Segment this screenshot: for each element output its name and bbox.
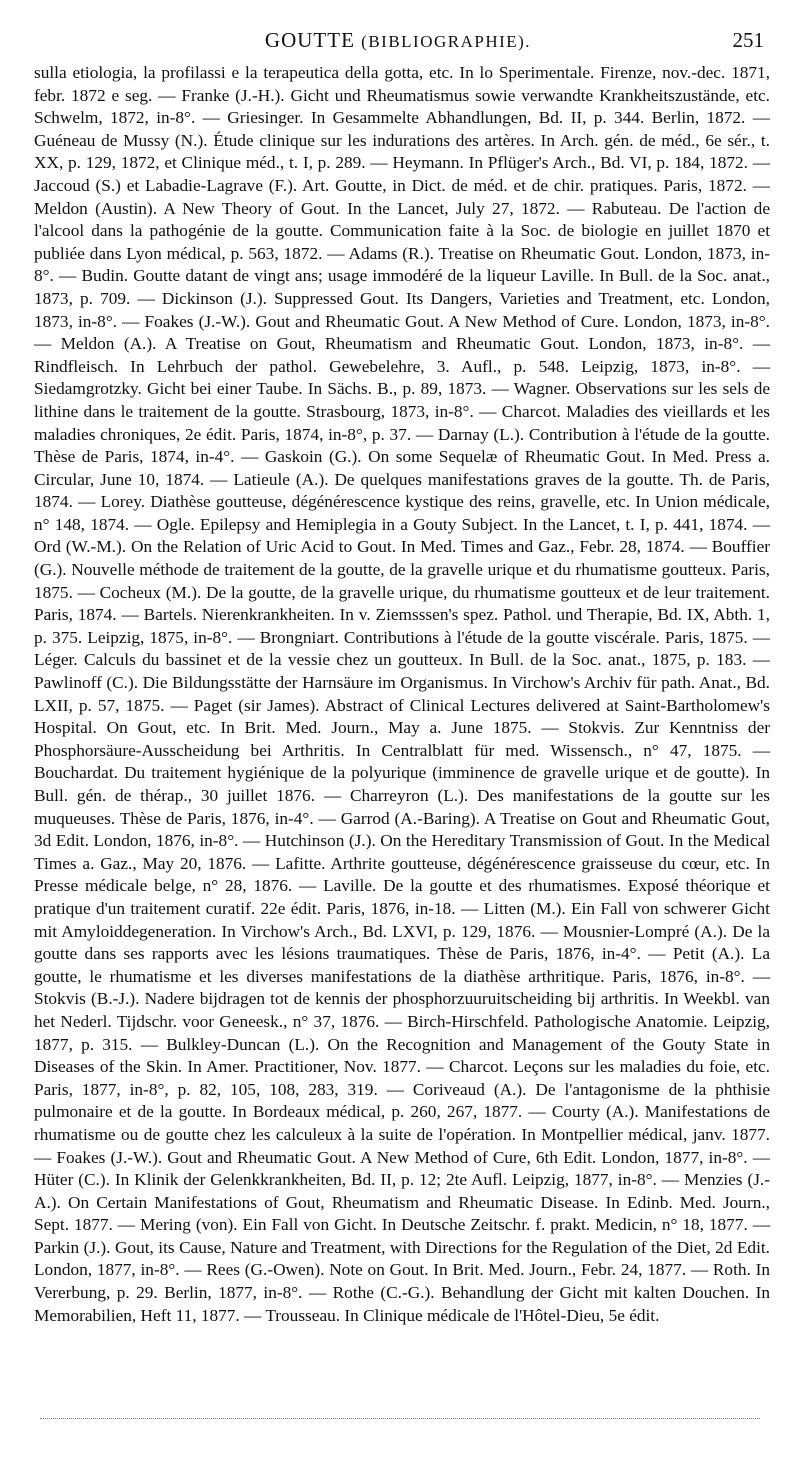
page-number: 251 bbox=[732, 28, 764, 52]
footer-dotted-rule bbox=[40, 1418, 760, 1425]
running-title-main: GOUTTE bbox=[264, 28, 355, 52]
bibliography-paragraph: sulla etiologia, la profilassi e la terapeutica della gotta, etc. In lo Sperimentale. Firenze, nov.-dec. 1871, febr. 1872 e seg. — Franke (J.-H.). Gicht und Rheumatismus sowie verwandte Krankheitszustände, etc. Schwelm, 1872, in-8°. — Griesinger. In Gesammelte Abhandlungen, Bd. II, p. 344. Berlin, 1872. — Guéneau de Mussy (N.). Étude clinique sur les indurations des artères. In Arch. gén. de méd., 6e sér., t. XX, p. 129, 1872, et Clinique méd., t. I, p. 289. — Heymann. In Pflüger's Arch., Bd. VI, p. 184, 1872. — Jaccoud (S.) et Labadie-Lagrave (F.). Art. Goutte, in Dict. de méd. et de chir. pratiques. Paris, 1872. — Meldon (Austin). A New Theory of Gout. In the Lancet, July 27, 1872. — Rabuteau. De l'action de l'alcool dans la pathogénie de la goutte. Communication faite à la Soc. de biologie en juillet 1870 et publiée dans Lyon médical, p. 563, 1872. — Adams (R.). Treatise on Rheumatic Gout. London, 1873, in-8°. — Budin. Goutte datant de vingt ans; usage immodéré de la liqueur Laville. In Bull. de la Soc. anat., 1873, p. 709. — Dickinson (J.). Suppressed Gout. Its Dangers, Varieties and Treatment, etc. London, 1873, in-8°. — Foakes (J.-W.). Gout and Rheumatic Gout. A New Method of Cure. London, 1873, in-8°. — Meldon (A.). A Treatise on Gout, Rheumatism and Rheumatic Gout. London, 1873, in-8°. — Rindfleisch. In Lehrbuch der pathol. Gewebelehre, 3. Aufl., p. 548. Leipzig, 1873, in-8°. — Siedamgrotzky. Gicht bei einer Taube. In Sächs. B., p. 89, 1873. — Wagner. Observations sur les sels de lithine dans le traitement de la goutte. Strasbourg, 1873, in-8°. — Charcot. Maladies des vieillards et les maladies chroniques, 2e édit. Paris, 1874, in-8°, p. 37. — Darnay (L.). Contribution à l'étude de la goutte. Thèse de Paris, 1874, in-4°. — Gaskoin (G.). On some Sequelæ of Rheumatic Gout. In Med. Press a. Circular, June 10, 1874. — Latieule (A.). De quelques manifestations graves de la goutte. Th. de Paris, 1874. — Lorey. Diathèse goutteuse, dégénérescence kystique des reins, gravelle, etc. In Union médicale, n° 148, 1874. — Ogle. Epilepsy and Hemiplegia in a Gouty Subject. In the Lancet, t. I, p. 441, 1874. — Ord (W.-M.). On the Relation of Uric Acid to Gout. In Med. Times and Gaz., Febr. 28, 1874. — Bouffier (G.). Nouvelle méthode de traitement de la goutte, de la gravelle urique et du rhumatisme goutteux. Paris, 1875. — Cocheux (M.). De la goutte, de la gravelle urique, du rhumatisme goutteux et de leur traitement. Paris, 1874. — Bartels. Nierenkrankheiten. In v. Ziemsssen's spez. Pathol. und Therapie, Bd. IX, Abth. 1, p. 375. Leipzig, 1875, in-8°. — Brongniart. Contributions à l'étude de la goutte viscérale. Paris, 1875. — Léger. Calculs du bassinet et de la vessie chez un goutteux. In Bull. de la Soc. anat., 1875, p. 183. — Pawlinoff (C.). Die Bildungsstätte der Harnsäure im Organismus. In Virchow's Archiv für path. Anat., Bd. LXII, p. 57, 1875. — Paget (sir James). Abstract of Clinical Lectures delivered at Saint-Bartholomew's Hospital. On Gout, etc. In Brit. Med. Journ., May a. June 1875. — Stokvis. Zur Kenntniss der Phosphorsäure-Ausscheidung bei Arthritis. In Centralblatt für med. Wissensch., n° 47, 1875. — Bouchardat. Du traitement hygiénique de la polyurique (imminence de gravelle urique et de goutte). In Bull. gén. de thérap., 30 juillet 1876. — Charreyron (L.). Des manifestations de la goutte sur les muqueuses. Thèse de Paris, 1876, in-4°. — Garrod (A.-Baring). A Treatise on Gout and Rheumatic Gout, 3d Edit. London, 1876, in-8°. — Hutchinson (J.). On the Hereditary Transmission of Gout. In the Medical Times a. Gaz., May 20, 1876. — Lafitte. Arthrite goutteuse, dégénérescence graisseuse du cœur, etc. In Presse médicale belge, n° 28, 1876. — Laville. De la goutte et des rhumatismes. Exposé théorique et pratique d'un traitement curatif. 22e édit. Paris, 1876, in-18. — Litten (M.). Ein Fall von schwerer Gicht mit Amyloiddegeneration. In Virchow's Arch., Bd. LXVI, p. 129, 1876. — Mousnier-Lompré (A.). De la goutte dans ses rapports avec les lésions traumatiques. Thèse de Paris, 1876, in-4°. — Petit (A.). La goutte, le rhumatisme et les diverses manifestations de la diathèse arthritique. Paris, 1876, in-8°. — Stokvis (B.-J.). Nadere bijdragen tot de kennis der phosphorzuuruitscheiding bij arthritis. In Weekbl. van het Nederl. Tijdschr. voor Geneesk., n° 37, 1876. — Birch-Hirschfeld. Pathologische Anatomie. Leipzig, 1877, p. 315. — Bulkley-Duncan (L.). On the Recognition and Management of the Gouty State in Diseases of the Skin. In Amer. Practitioner, Nov. 1877. — Charcot. Leçons sur les maladies du foie, etc. Paris, 1877, in-8°, p. 82, 105, 108, 283, 319. — Coriveaud (A.). De l'antagonisme de la phthisie pulmonaire et de la goutte. In Bordeaux médical, p. 260, 267, 1877. — Courty (A.). Manifestations de rhumatisme ou de goutte chez les calculeux à la suite de l'opération. In Montpellier médical, janv. 1877. — Foakes (J.-W.). Gout and Rheumatic Gout. A New Method of Cure, 6th Edit. London, 1877, in-8°. — Hüter (C.). In Klinik der Gelenkkrankheiten, Bd. II, p. 12; 2te Aufl. Leipzig, 1877, in-8°. — Menzies (J.-A.). On Certain Manifestations of Gout, Rheumatism and Rheumatic Disease. In Edinb. Med. Journ., Sept. 1877. — Mering (von). Ein Fall von Gicht. In Deutsche Zeitschr. f. prakt. Medicin, n° 18, 1877. — Parkin (J.). Gout, its Cause, Nature and Treatment, with Directions for the Regulation of the Diet, 2d Edit. London, 1877, in-8°. — Rees (G.-Owen). Note on Gout. In Brit. Med. Journ., Febr. 24, 1877. — Roth. In Vererbung, p. 29. Berlin, 1877, in-8°. — Rothe (C.-G.). Behandlung der Gicht mit kalten Douchen. In Memorabilien, Heft 11, 1877. — Trousseau. In Clinique médicale de l'Hôtel-Dieu, 5e édit. bbox=[34, 63, 770, 1325]
running-title-subtitle: (BIBLIOGRAPHIE). bbox=[361, 32, 532, 51]
page-header bbox=[32, 28, 764, 58]
running-title bbox=[32, 28, 764, 53]
bibliography-text bbox=[34, 62, 770, 1327]
